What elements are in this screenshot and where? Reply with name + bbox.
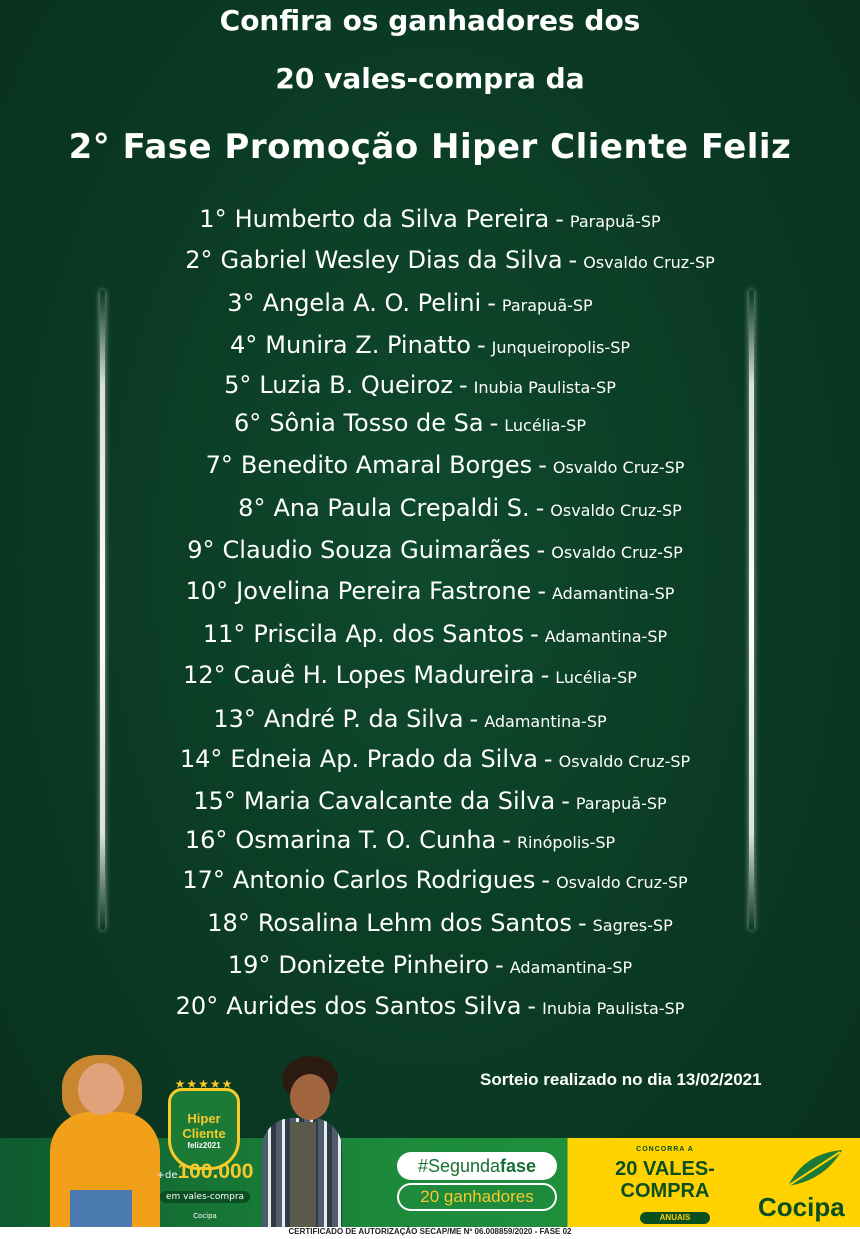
winner-name: Sônia Tosso de Sa	[269, 409, 484, 437]
winner-row	[0, 370, 850, 400]
headline-line-2: 20 vales-compra da	[275, 62, 585, 95]
winner-city: Osvaldo Cruz-SP	[583, 253, 715, 272]
winner-separator: -	[543, 745, 553, 773]
winner-rank: 4°	[229, 331, 258, 359]
winner-row	[10, 908, 860, 938]
winner-row	[0, 786, 860, 816]
winner-name: Humberto da Silva Pereira	[234, 205, 550, 233]
winner-rank: 6°	[234, 409, 262, 437]
winner-row	[5, 744, 860, 774]
winner-rank: 14°	[179, 745, 223, 773]
winner-city: Junqueiropolis-SP	[491, 338, 631, 357]
winner-rank: 16°	[184, 826, 228, 854]
winner-rank: 8°	[238, 494, 266, 522]
winner-separator: -	[530, 620, 539, 648]
cocipa-logo: Cocipa	[758, 1192, 845, 1222]
winner-name: Cauê H. Lopes Madureira	[233, 661, 535, 689]
anuais-badge: ANUAIS	[640, 1212, 710, 1224]
winner-row	[0, 576, 860, 606]
ganhadores-pill: 20 ganhadores	[397, 1183, 557, 1211]
winner-city: Osvaldo Cruz-SP	[552, 458, 685, 477]
winner-name: Munira Z. Pinatto	[265, 331, 471, 359]
winner-rank: 3°	[227, 289, 255, 317]
winner-rank: 10°	[185, 577, 229, 605]
segunda-suffix: fase	[500, 1156, 537, 1176]
prize-subtitle: em vales-compra	[160, 1191, 250, 1203]
hiper-cliente-logo	[168, 1077, 240, 1170]
segunda-prefix: #Segunda	[417, 1156, 501, 1176]
winner-rank: 19°	[227, 951, 271, 979]
winner-rank: 9°	[187, 536, 215, 564]
winner-name: Edneia Ap. Prado da Silva	[230, 745, 538, 773]
winner-separator: -	[536, 536, 546, 564]
vales-line-1: 20 VALES-	[615, 1158, 715, 1180]
winner-city: Adamantina-SP	[544, 627, 668, 646]
prize-brand: Cocipa	[193, 1212, 217, 1220]
winner-city: Adamantina-SP	[509, 958, 633, 977]
winner-name: Jovelina Pereira Fastrone	[236, 577, 532, 605]
winner-separator: -	[535, 494, 545, 522]
woman-face	[78, 1063, 124, 1115]
winner-rank: 11°	[202, 620, 246, 648]
draw-date: Sorteio realizado no dia 13/02/2021	[480, 1070, 762, 1089]
winner-name: Priscila Ap. dos Santos	[253, 620, 525, 648]
winner-rank: 5°	[224, 371, 252, 399]
winner-separator: -	[541, 866, 551, 894]
winner-rank: 13°	[213, 705, 256, 733]
winner-name: Luzia B. Queiroz	[259, 371, 453, 399]
winner-separator: -	[459, 371, 468, 399]
winner-separator: -	[577, 909, 587, 937]
winner-name: Osmarina T. O. Cunha	[235, 826, 497, 854]
winner-separator: -	[502, 826, 511, 854]
winner-city: Osvaldo Cruz-SP	[551, 543, 683, 562]
winner-separator: -	[538, 451, 547, 479]
winner-city: Parapuã-SP	[569, 212, 661, 231]
headline-line-1: Confira os ganhadores dos	[219, 4, 641, 37]
winner-rank: 15°	[193, 787, 236, 815]
prize-block	[140, 1160, 270, 1222]
prize-prefix: +de	[156, 1170, 178, 1181]
winner-city: Inubia Paulista-SP	[542, 999, 685, 1018]
winner-city: Osvaldo Cruz-SP	[556, 873, 688, 892]
winner-city: Lucélia-SP	[555, 668, 637, 687]
winner-city: Rinópolis-SP	[516, 833, 616, 852]
winner-city: Adamantina-SP	[484, 712, 607, 731]
winner-row	[20, 245, 860, 275]
winner-row	[0, 991, 860, 1021]
headline-title: 2° Fase Promoção Hiper Cliente Feliz	[68, 127, 792, 167]
winner-city: Osvaldo Cruz-SP	[558, 752, 691, 771]
winner-rank: 1°	[199, 205, 227, 233]
winner-separator: -	[537, 577, 546, 605]
winner-name: Maria Cavalcante da Silva	[243, 787, 556, 815]
winner-city: Inubia Paulista-SP	[473, 378, 616, 397]
winner-row	[0, 825, 830, 855]
winner-row	[0, 704, 840, 734]
winner-city: Lucélia-SP	[504, 416, 586, 435]
winner-separator: -	[540, 661, 550, 689]
winner-rank: 7°	[205, 451, 233, 479]
winner-separator: -	[469, 705, 479, 733]
winner-rank: 17°	[182, 866, 225, 894]
cocipa-leaf-icon	[784, 1148, 844, 1188]
winner-name: Ana Paula Crepaldi S.	[273, 494, 530, 522]
winner-name: André P. da Silva	[263, 705, 464, 733]
winner-separator: -	[555, 205, 564, 233]
winner-city: Parapuã-SP	[501, 296, 593, 315]
winner-separator: -	[561, 787, 570, 815]
winner-row	[15, 450, 860, 480]
prize-amount: 100.000	[177, 1160, 254, 1183]
winner-row	[0, 660, 840, 690]
logo-text-cliente: Cliente	[182, 1126, 226, 1141]
winner-name: Benedito Amaral Borges	[240, 451, 533, 479]
vales-line-2: COMPRA	[620, 1180, 710, 1202]
logo-stars-icon: ★★★★★	[174, 1077, 234, 1091]
winner-separator: -	[495, 951, 504, 979]
winner-name: Antonio Carlos Rodrigues	[232, 866, 536, 894]
woman-jeans	[70, 1190, 132, 1227]
winner-city: Adamantina-SP	[552, 584, 675, 603]
winner-separator: -	[476, 331, 486, 359]
winner-rank: 18°	[207, 909, 250, 937]
winner-row	[0, 950, 860, 980]
winner-name: Gabriel Wesley Dias da Silva	[220, 246, 563, 274]
winner-row	[5, 619, 860, 649]
winner-row	[0, 204, 860, 234]
winner-name: Rosalina Lehm dos Santos	[257, 909, 572, 937]
winner-row	[5, 535, 860, 565]
winner-separator: -	[568, 246, 578, 274]
winner-separator: -	[489, 409, 499, 437]
concorra-label: CONCORRA A	[636, 1146, 694, 1153]
winner-name: Claudio Souza Guimarães	[222, 536, 531, 564]
winner-separator: -	[487, 289, 496, 317]
man-shirt	[290, 1122, 316, 1227]
winner-city: Sagres-SP	[592, 916, 673, 935]
winner-name: Aurides dos Santos Silva	[226, 992, 522, 1020]
winner-row	[5, 865, 860, 895]
vales-compra-label	[595, 1158, 735, 1202]
winner-rank: 12°	[183, 661, 226, 689]
logo-text-feliz: feliz2021	[187, 1141, 221, 1150]
certificate-text: CERTIFICADO DE AUTORIZAÇÃO SECAP/ME Nº 06.008859/2020 - FASE 02	[288, 1227, 572, 1236]
winner-city: Osvaldo Cruz-SP	[550, 501, 682, 520]
segunda-fase-pill	[397, 1152, 557, 1180]
logo-text-hiper: Hiper	[187, 1111, 221, 1126]
winner-separator: -	[527, 992, 537, 1020]
winner-row	[30, 493, 860, 523]
winner-row	[0, 288, 840, 318]
winner-rank: 2°	[185, 246, 213, 274]
winner-row	[0, 330, 860, 360]
winner-name: Donizete Pinheiro	[278, 951, 490, 979]
winner-name: Angela A. O. Pelini	[262, 289, 482, 317]
winner-row	[0, 408, 840, 438]
winner-city: Parapuã-SP	[575, 794, 667, 813]
winner-rank: 20°	[175, 992, 219, 1020]
man-face	[290, 1074, 330, 1120]
